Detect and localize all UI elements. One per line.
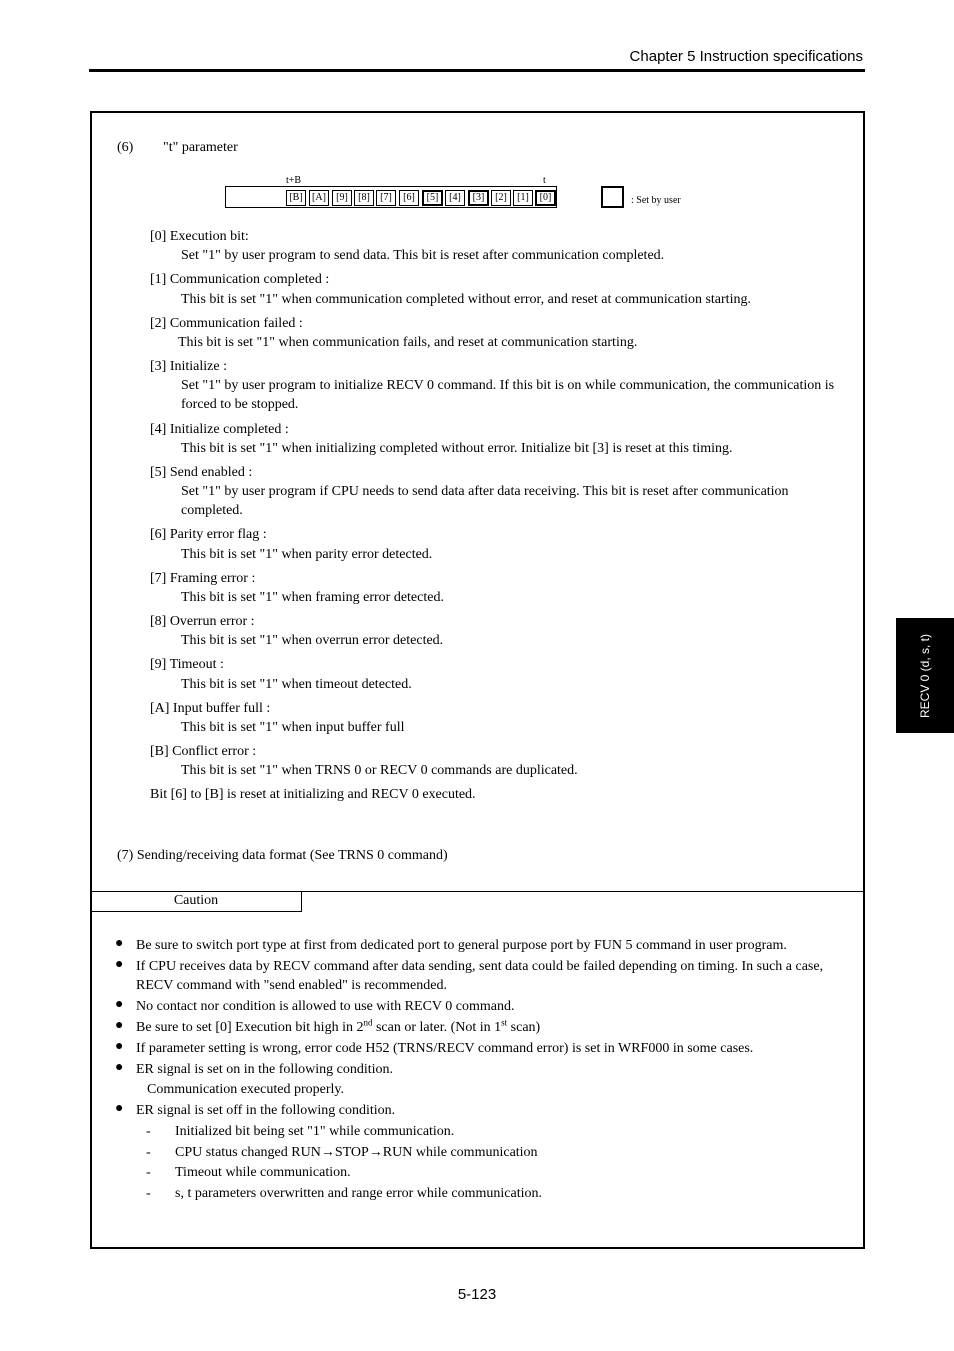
bit-B-title: [B] Conflict error : bbox=[150, 744, 257, 759]
bit-0-title: [0] Execution bit: bbox=[150, 229, 249, 244]
dash-1: - bbox=[146, 1124, 151, 1139]
register-low-label: t bbox=[543, 175, 546, 186]
section-number: (6) bbox=[117, 140, 134, 155]
register-high-label: t+B bbox=[286, 175, 302, 186]
chapter-header: Chapter 5 Instruction specifications bbox=[629, 48, 863, 65]
dash-2: - bbox=[146, 1145, 151, 1160]
side-tab-label: RECV 0 (d, s, t) bbox=[918, 633, 932, 718]
er-off-condition-4: s, t parameters overwritten and range error while communication. bbox=[175, 1186, 542, 1201]
bullet-3: ● bbox=[115, 997, 124, 1012]
bit-1-title: [1] Communication completed : bbox=[150, 272, 330, 287]
bit-cell-8: [8] bbox=[354, 190, 374, 206]
bit-9-desc: This bit is set "1" when timeout detected. bbox=[181, 677, 412, 692]
bit-cell-3: [3] bbox=[468, 190, 489, 206]
bullet-1: ● bbox=[115, 936, 124, 951]
caution-item-5: If parameter setting is wrong, error code H52 (TRNS/RECV command error) is set in WRF000 in some cases. bbox=[136, 1041, 754, 1056]
bit-cell-A: [A] bbox=[309, 190, 329, 206]
bit-0-desc: Set "1" by user program to send data. This bit is reset after communication completed. bbox=[181, 248, 665, 263]
er-off-condition-1: Initialized bit being set "1" while communication. bbox=[175, 1124, 455, 1139]
bit-cell-1: [1] bbox=[513, 190, 533, 206]
bullet-6: ● bbox=[115, 1060, 124, 1075]
bit-9-title: [9] Timeout : bbox=[150, 657, 224, 672]
caution-item-2: If CPU receives data by RECV command after data sending, sent data could be failed depending on timing. In such a case, RECV command with "send enabled" is recommended. bbox=[136, 959, 824, 993]
bullet-2: ● bbox=[115, 957, 124, 972]
page-number: 5-123 bbox=[457, 1286, 497, 1303]
bit-reset-note: Bit [6] to [B] is reset at initializing and RECV 0 executed. bbox=[150, 787, 476, 802]
bit-cell-7: [7] bbox=[376, 190, 396, 206]
caution-item-7: ER signal is set off in the following condition. bbox=[136, 1103, 396, 1118]
bit-7-desc: This bit is set "1" when framing error detected. bbox=[181, 590, 444, 605]
bit-cell-9: [9] bbox=[332, 190, 352, 206]
er-off-condition-2: CPU status changed RUN→STOP→RUN while communication bbox=[175, 1145, 538, 1160]
side-tab bbox=[896, 618, 954, 733]
bullet-4: ● bbox=[115, 1018, 124, 1033]
caution-item-3: No contact nor condition is allowed to use with RECV 0 command. bbox=[136, 999, 515, 1014]
bit-8-title: [8] Overrun error : bbox=[150, 614, 255, 629]
bit-5-title: [5] Send enabled : bbox=[150, 465, 253, 480]
bit-2-title: [2] Communication failed : bbox=[150, 316, 303, 331]
dash-3: - bbox=[146, 1165, 151, 1180]
dash-4: - bbox=[146, 1186, 151, 1201]
bit-7-title: [7] Framing error : bbox=[150, 571, 256, 586]
caution-item-6: ER signal is set on in the following condition. bbox=[136, 1062, 394, 1077]
caution-label: Caution bbox=[91, 891, 302, 912]
caution-item-4: Be sure to set [0] Execution bit high in 2nd scan or later. (Not in 1st scan) bbox=[136, 1017, 541, 1035]
bit-3-title: [3] Initialize : bbox=[150, 359, 227, 374]
bit-4-desc: This bit is set "1" when initializing completed without error. Initialize bit [3] is reset at this timing. bbox=[181, 441, 733, 456]
section-7-heading: (7) Sending/receiving data format (See TRNS 0 command) bbox=[117, 848, 448, 863]
caution-item-1: Be sure to switch port type at first from dedicated port to general purpose port by FUN 5 command in user program. bbox=[136, 938, 787, 953]
bit-cell-B: [B] bbox=[286, 190, 306, 206]
bit-cell-2: [2] bbox=[491, 190, 511, 206]
bit-3-desc: Set "1" by user program to initialize RECV 0 command. If this bit is on while communication, the communication is forced to be stopped. bbox=[181, 378, 835, 412]
caution-item-6-detail: Communication executed properly. bbox=[147, 1082, 344, 1097]
bit-A-title: [A] Input buffer full : bbox=[150, 701, 271, 716]
bit-6-title: [6] Parity error flag : bbox=[150, 527, 267, 542]
bit-4-title: [4] Initialize completed : bbox=[150, 422, 289, 437]
bit-A-desc: This bit is set "1" when input buffer full bbox=[181, 720, 405, 735]
er-off-condition-3: Timeout while communication. bbox=[175, 1165, 351, 1180]
bit-2-desc: This bit is set "1" when communication fails, and reset at communication starting. bbox=[178, 335, 638, 350]
bullet-5: ● bbox=[115, 1039, 124, 1054]
bit-cell-4: [4] bbox=[445, 190, 465, 206]
set-by-user-legend: : Set by user bbox=[631, 195, 681, 206]
bit-8-desc: This bit is set "1" when overrun error detected. bbox=[181, 633, 444, 648]
bit-cell-0: [0] bbox=[535, 190, 556, 206]
bit-cell-6: [6] bbox=[399, 190, 419, 206]
bullet-7: ● bbox=[115, 1101, 124, 1116]
section-6-heading bbox=[117, 138, 238, 157]
bit-B-desc: This bit is set "1" when TRNS 0 or RECV 0 commands are duplicated. bbox=[181, 763, 578, 778]
bit-5-desc: Set "1" by user program if CPU needs to send data after data receiving. This bit is reset after communication completed. bbox=[181, 484, 789, 518]
bit-cell-5: [5] bbox=[422, 190, 443, 206]
t-parameter-register bbox=[225, 186, 557, 208]
section-title: "t" parameter bbox=[163, 140, 238, 155]
header-rule bbox=[89, 69, 865, 72]
bit-1-desc: This bit is set "1" when communication completed without error, and reset at communication starting. bbox=[181, 292, 751, 307]
bit-6-desc: This bit is set "1" when parity error detected. bbox=[181, 547, 433, 562]
set-by-user-legend-box bbox=[601, 186, 624, 208]
